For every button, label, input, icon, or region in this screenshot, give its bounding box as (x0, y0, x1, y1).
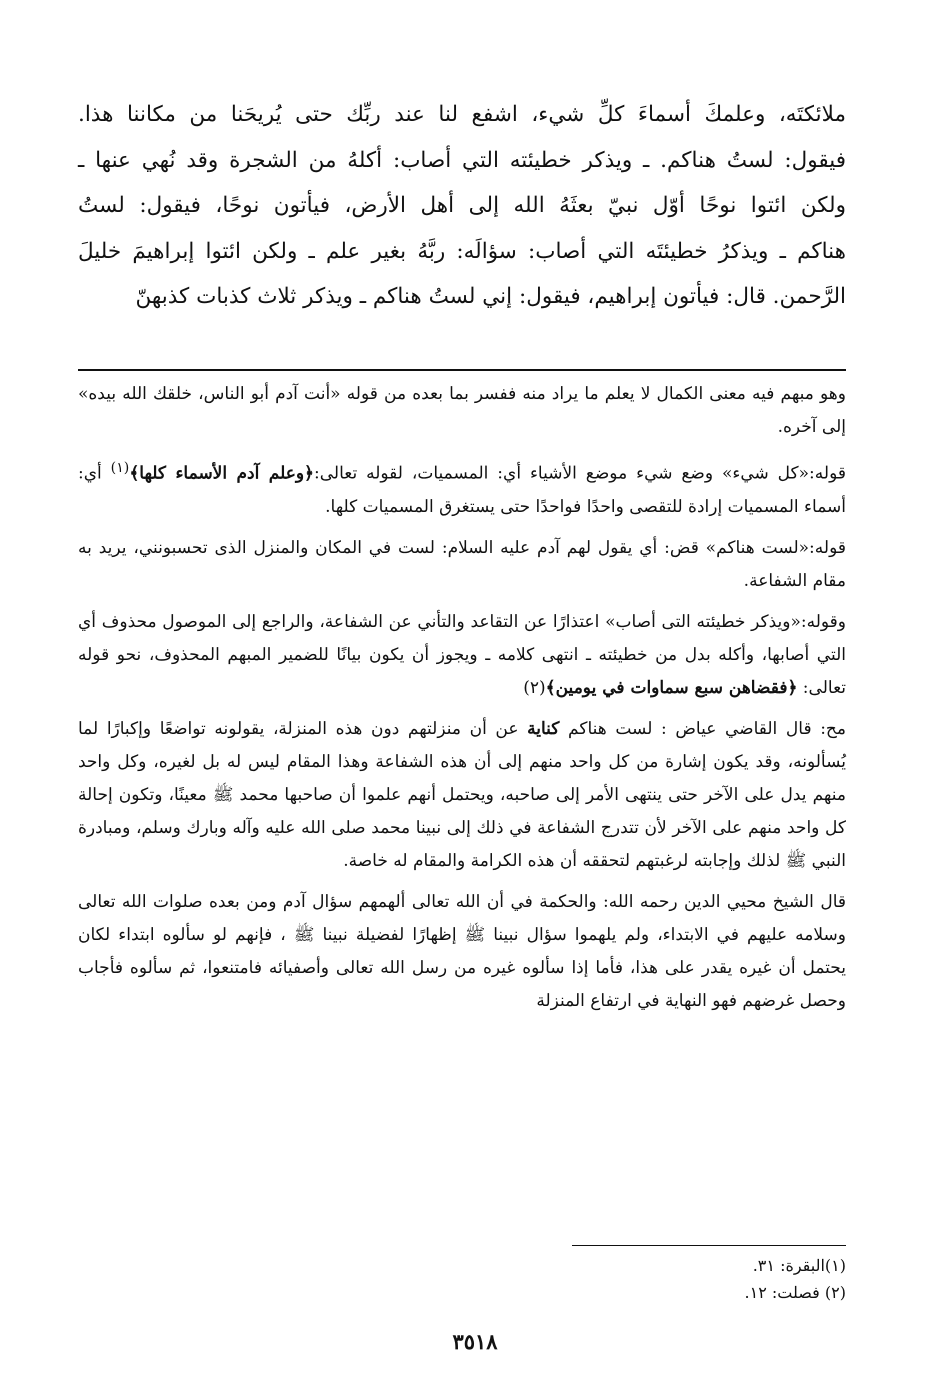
commentary-paragraph (78, 606, 846, 705)
commentary-paragraph: قال الشيخ محيي الدين رحمه الله: والحكمة في أن الله تعالى ألهمهم سؤال آدم ومن بعده صلوات الله تعالى وسلامه عليهم في الابتداء، ولم يلهموا سؤال نبينا ﷺ إظهارًا لفضيلة نبينا ﷺ ، فإنهم لو سألوه ابتداء لكان يحتمل أن غيره يقدر على هذا، فأما إذا سألوه غيره من رسل الله تعالى وأصفيائه فامتنعوا، ثم سألوه فأجاب وحصل غرضهم فهو النهاية في ارتفاع المنزلة (78, 891, 846, 1011)
text-commentary-separator (78, 369, 846, 371)
main-text-line: هناكم ـ ويذكرُ خطيئتَه التي أصاب: سؤالَه: ربَّهُ بغير علم ـ ولكن ائتوا إبراهيمَ خليلَ (78, 238, 846, 264)
bold-term: كناية (527, 718, 560, 739)
quran-quote: ﴿فقضاهن سبع سماوات في يومين﴾ (545, 677, 798, 698)
footnotes (745, 1252, 846, 1306)
commentary-text: عن أن منزلتهم دون هذه المنزلة، يقولونه تواضعًا وإكبارًا لما يُسألونه، وقد يكون إشارة من كل واحد منهم إلى أن هذه الشفاعة وهذا المقام ليس له بل لغيره، وكل واحد منهم يدل على الآخر حتى ينتهى الأمر إلى صاحبه، ويحتمل أنهم علموا أن صاحبها محمد ﷺ معينًا، وتكون إحالة كل واحد منهم على الآخر لأن تتدرج الشفاعة في ذلك إلى نبينا محمد صلى الله عليه وآله وبارك وسلم، ومبادرة النبي ﷺ لذلك وإجابته لرغبتهم لتحققه أن هذه الكرامة والمقام له خاصة. (78, 718, 846, 871)
commentary-paragraph (78, 452, 846, 524)
main-text-line: ولكن ائتوا نوحًا أوّل نبيّ بعثَهُ الله إلى أهل الأرض، فيأتون نوحًا، فيقول: لستُ (78, 193, 846, 218)
page-number: ٣٥١٨ (452, 1329, 498, 1354)
commentary-text: مح: قال القاضي عياض : لست هناكم (559, 718, 847, 739)
commentary-text: أي: أسماء المسميات إرادة للتقصى واحدًا فواحدًا حتى يستغرق المسميات كلها. (78, 463, 846, 517)
main-text-line: الرَّحمن. قال: فيأتون إبراهيم، فيقول: إني لستُ هناكم ـ ويذكر ثلاث كذبات كذبهنّ (135, 284, 846, 309)
commentary-block (78, 378, 846, 1026)
commentary-paragraph (78, 713, 846, 878)
footnote: (٢) فصلت: ١٢. (744, 1283, 846, 1302)
main-text-line: ملائكتَه، وعلمكَ أسماءَ كلِّ شيء، اشفع لنا عند ربِّك حتى يُريحَنا من مكاننا هذا. (78, 102, 846, 127)
commentary-text: قوله:«كل شيء» وضع شيء موضع الأشياء أي: المسميات، لقوله تعالى: (314, 463, 846, 484)
footnote-ref: (١) (110, 460, 130, 476)
main-text-line: فيقول: لستُ هناكم. ـ ويذكر خطيئته التي أصاب: أكلهُ من الشجرة وقد نُهي عنها ـ (78, 147, 846, 173)
commentary-paragraph: قوله:«لست هناكم» قض: أي يقول لهم آدم عليه السلام: لست في المكان والمنزل الذى تحسبونني، يريد به مقام الشفاعة. (78, 537, 846, 591)
footnote-separator (572, 1245, 846, 1246)
footnote: (١)البقرة: ٣١. (752, 1256, 846, 1275)
commentary-paragraph: وهو مبهم فيه معنى الكمال لا يعلم ما يراد منه ففسر بما بعده من قوله «أنت آدم أبو الناس، خلقك الله بيده» إلى آخره. (78, 384, 846, 437)
main-text-block (78, 92, 846, 320)
quran-quote: ﴿وعلم آدم الأسماء كلها﴾ (129, 463, 315, 484)
commentary-text: وقوله:«ويذكر خطيئته التى أصاب» اعتذارًا عن التقاعد والتأني عن الشفاعة، والراجع إلى الموصول محذوف أي التي أصابها، وأكله بدل من خطيئته ـ انتهى كلامه ـ ويجوز أن يكون بيانًا للضمير المبهم المحذوف، نحو قوله تعالى: (78, 611, 846, 698)
footnote-ref: (٢) (523, 677, 546, 698)
